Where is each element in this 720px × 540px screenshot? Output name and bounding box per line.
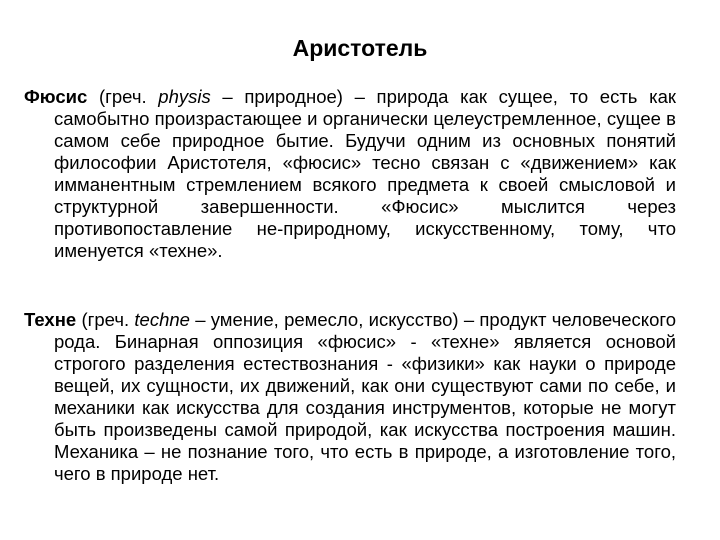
paragraph-physis [24, 86, 676, 262]
slide-title: Аристотель [292, 35, 428, 61]
paren-open-techne: (греч. [76, 309, 135, 330]
definition-techne: – умение, ремесло, искусство) – продукт человеческого рода. Бинарная оппозиция «фюсис» - «техне» является основой строгого разделения естествознания - «физики» как науки о природе вещей, их сущности, их движений, как они существуют сами по себе, и механики как искусства для создания инструментов, которые не могут быть произведены самой природой, как искусства построения машин. Механика – не познание того, что есть в природе, а изготовление того, чего в природе нет. [54, 309, 676, 484]
definition-physis: – природное) – природа как сущее, то есть как самобытно произрастающее и органически целеустремленное, сущее в самом себе природное бытие. Будучи одним из основных понятий философии Аристотеля, «фюсис» тесно связан с «движением» как имманентным стремлением всякого предмета к своей смысловой и структурной завершенности. «Фюсис» мыслится через противопоставление не-природному, искусственному, тому, что именуется «техне». [54, 86, 676, 261]
paren-open-physis: (греч. [87, 86, 159, 107]
latin-techne: techne [134, 309, 190, 330]
paragraph-techne [24, 309, 676, 485]
latin-physis: physis [158, 86, 211, 107]
term-physis: Фюсис [24, 86, 88, 107]
term-techne: Техне [24, 309, 77, 330]
